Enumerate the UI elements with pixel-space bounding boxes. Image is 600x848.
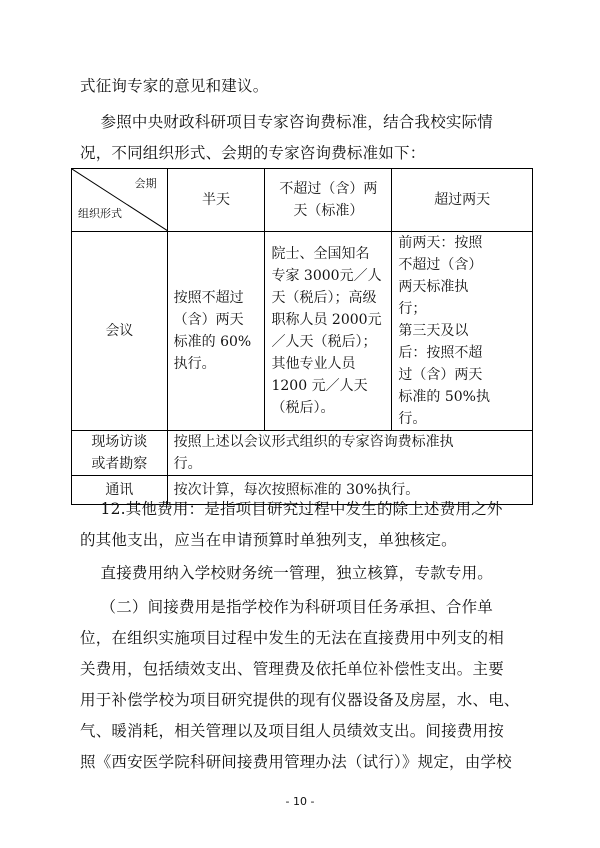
header-two-days: 不超过（含）两 天（标准）: [265, 169, 392, 232]
corner-label-duration: 会期: [134, 177, 157, 190]
direct-cost-paragraph: [80, 558, 530, 589]
page-number: - 10 -: [285, 795, 315, 808]
table-header-row: [72, 169, 533, 232]
indirect-cost-paragraph: [80, 592, 530, 778]
visit-standard-cell: 按照上述以会议形式组织的专家咨询费标准执 行。: [167, 431, 532, 476]
paragraph-line: 照《西安医学院科研间接费用管理办法（试行）》规定，由学校: [80, 753, 512, 771]
paragraph-line: （二）间接费用是指学校作为科研项目任务承担、合作单: [80, 598, 494, 616]
intro-paragraph: [80, 71, 530, 102]
paragraph-line: 的其他支出，应当在申请预算时单独列支，单独核定。: [80, 531, 457, 549]
reference-paragraph: [80, 107, 530, 169]
communication-standard-cell: 按次计算，每次按照标准的 30%执行。: [167, 476, 532, 505]
table-row-visit: [72, 431, 533, 476]
intro-line: 式征询专家的意见和建议。: [80, 77, 269, 95]
paragraph-line: 直接费用纳入学校财务统一管理，独立核算，专款专用。: [80, 564, 494, 582]
paragraph-line: 关费用，包括绩效支出、管理费及依托单位补偿性支出。主要: [80, 660, 504, 678]
paragraph-line: 位，在组织实施项目过程中发生的无法在直接费用中列支的相: [80, 629, 504, 647]
table-row-meeting: [72, 232, 533, 431]
header-corner-cell: [72, 169, 168, 232]
header-half-day: 半天: [167, 169, 265, 232]
meeting-half-day-cell: 按照不超过 （含）两天 标准的 60% 执行。: [167, 232, 265, 431]
row-label-visit: 现场访谈 或者勘察: [72, 431, 168, 476]
paragraph-line: 12.其他费用：是指项目研究过程中发生的除上述费用之外: [80, 500, 503, 518]
meeting-over-two-days-cell: 前两天：按照 不超过（含） 两天标准执 行； 第三天及以 后：按照不超 过（含）两天 标准的 50%执 行。: [392, 232, 533, 431]
corner-label-format: 组织形式: [78, 207, 122, 220]
paragraph-line: 气、暖消耗，相关管理以及项目组人员绩效支出。间接费用按: [80, 722, 504, 740]
meeting-two-days-cell: 院士、全国知名 专家 3000元／人 天（税后）；高级 职称人员 2000元 ／人天（税后）； 其他专业人员 1200 元／人天 （税后）。: [265, 232, 392, 431]
paragraph-line: 用于补偿学校为项目研究提供的现有仪器设备及房屋，水、电、: [80, 691, 520, 709]
consultation-fee-table: [71, 168, 533, 505]
header-over-two-days: 超过两天: [392, 169, 533, 232]
paragraph-line: 参照中央财政科研项目专家咨询费标准，结合我校实际情: [80, 113, 494, 131]
item-12-paragraph: [80, 494, 530, 556]
row-label-communication: 通讯: [72, 476, 168, 505]
paragraph-line: 况，不同组织形式、会期的专家咨询费标准如下：: [80, 144, 426, 162]
row-label-meeting: 会议: [72, 232, 168, 431]
